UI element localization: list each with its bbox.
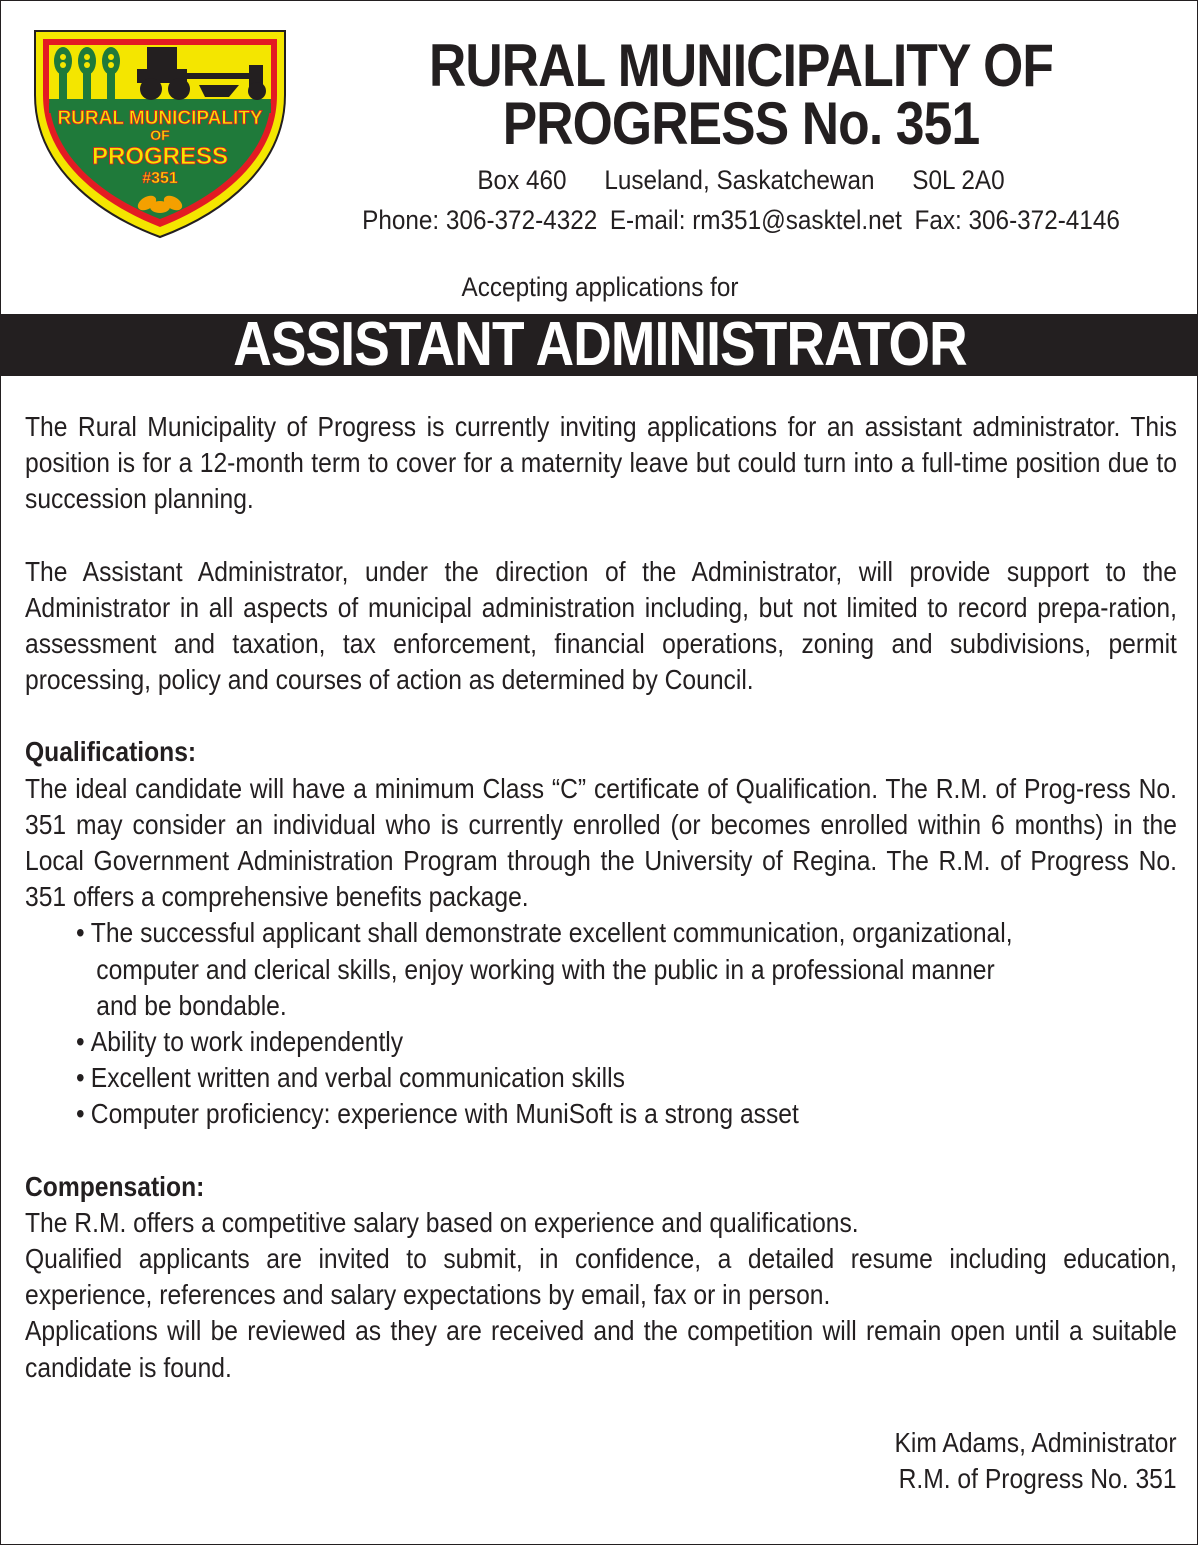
compensation-paragraph-2: Qualified applicants are invited to submit, in confidence, a detailed resume including education, experience, references and salary expectations by email, fax or in person.	[25, 1243, 1177, 1311]
qualifications-heading: Qualifications:	[25, 736, 197, 768]
compensation-paragraph-1: The R.M. offers a competitive salary based on experience and qualifications.	[25, 1206, 859, 1238]
bullet-text: The successful applicant shall demonstrate excellent communication, organizational,	[90, 917, 1013, 949]
intro-paragraph: The Rural Municipality of Progress is currently inviting applications for an assistant administrator. This position is for a 12-month term to cover for a maternity leave but could turn into a full-time position due to succession planning.	[25, 411, 1177, 515]
compensation-heading: Compensation:	[25, 1170, 205, 1202]
crest-shield-icon	[29, 25, 291, 241]
contact-line	[291, 203, 1191, 237]
bullet-text-continued: and be bondable.	[96, 989, 287, 1021]
duties-paragraph: The Assistant Administrator, under the direction of the Administrator, will provide support to the Administrator in all aspects of municipal administration including, but not limited to record prepa-ration, assessment and taxation, tax enforcement, financial operations, zoning and subdivisions, permit processing, policy and courses of action as determined by Council.	[25, 555, 1177, 696]
bullet-text: Ability to work independently	[90, 1026, 404, 1058]
page-title	[363, 32, 1120, 157]
list-item: • Ability to work independently	[76, 1026, 404, 1058]
signature-name: Kim Adams, Administrator	[894, 1427, 1177, 1458]
bullet-text: Excellent written and verbal communication skills	[90, 1062, 625, 1094]
contact-email: E-mail: rm351@sasktel.net	[609, 205, 902, 235]
compensation-paragraph-3: Applications will be reviewed as they are received and the competition will remain open until a suitable candidate is found.	[25, 1315, 1177, 1383]
contact-fax: Fax: 306-372-4146	[914, 205, 1120, 235]
title-line-2: PROGRESS No. 351	[502, 90, 980, 157]
municipality-crest-logo	[29, 25, 291, 241]
accepting-applications-text: Accepting applications for	[461, 272, 739, 302]
address-postal: S0L 2A0	[912, 165, 1005, 195]
address-town: Luseland, Saskatchewan	[604, 165, 875, 195]
crest-text-line4: #351	[142, 170, 178, 187]
qualifications-paragraph: The ideal candidate will have a minimum Class “C” certificate of Qualification. The R.M. of Prog-ress No. 351 may consider an individual who is currently enrolled (or becomes enrolled within 6 months) in the Local Government Administration Program through the University of Regina. The R.M. of Progress No. 351 offers a comprehensive benefits package.	[25, 772, 1177, 913]
mailing-address	[345, 163, 1137, 197]
signature-block	[895, 1425, 1177, 1497]
list-item: • The successful applicant shall demonstrate excellent communication, organizational, computer and clerical skills, enjoy working with the public in a professional manner and be bondable.	[25, 915, 1177, 1024]
contact-phone: Phone: 306-372-4322	[362, 205, 598, 235]
qualifications-list	[25, 915, 1177, 1132]
bullet-text: Computer proficiency: experience with MuniSoft is a strong asset	[90, 1098, 799, 1130]
crest-text-line2: OF	[150, 127, 170, 143]
position-title: ASSISTANT ADMINISTRATOR	[233, 310, 967, 379]
title-line-1: RURAL MUNICIPALITY OF	[428, 32, 1054, 99]
signature-org: R.M. of Progress No. 351	[899, 1463, 1177, 1494]
list-item: • Excellent written and verbal communication skills	[76, 1062, 625, 1094]
crest-text-line1: RURAL MUNICIPALITY	[57, 108, 263, 129]
list-item: • Computer proficiency: experience with MuniSoft is a strong asset	[76, 1098, 799, 1130]
posting-body	[25, 409, 1177, 1386]
bullet-text-continued: computer and clerical skills, enjoy working with the public in a professional manner	[96, 953, 995, 985]
crest-text-line3: PROGRESS	[91, 143, 229, 170]
address-box: Box 460	[477, 165, 567, 195]
